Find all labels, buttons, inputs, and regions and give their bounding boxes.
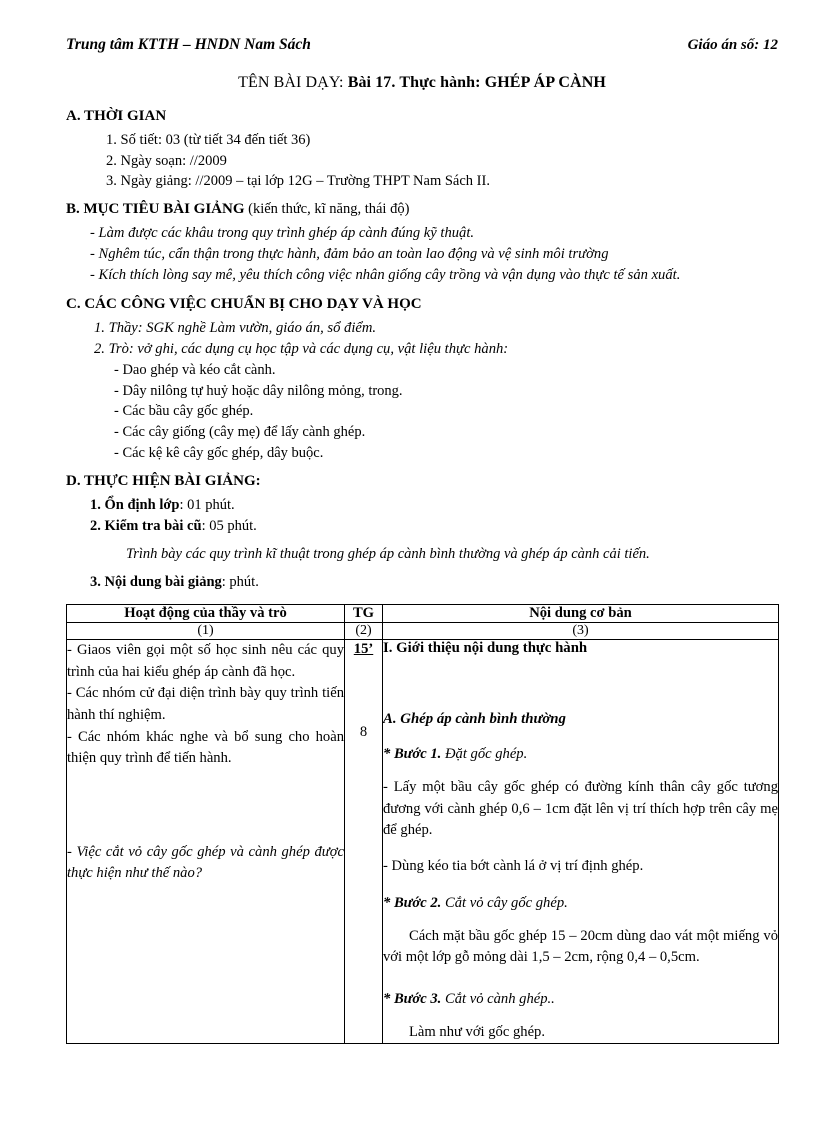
- cell-activity: [67, 640, 345, 1044]
- table-number-row: [67, 623, 779, 640]
- section-b-heading-text: B. MỤC TIÊU BÀI GIẢNG: [66, 200, 245, 217]
- list-item: 3. Ngày giảng: //2009 – tại lớp 12G – Trường THPT Nam Sách II.: [106, 173, 490, 190]
- content-step-1-rest: Đặt gốc ghép.: [441, 746, 528, 763]
- list-item: - Làm được các khâu trong quy trình ghép áp cành đúng kỹ thuật.: [90, 224, 475, 241]
- lesson-step-on-dinh-label: 1. Ổn định lớp: [90, 497, 180, 513]
- lesson-step-kiem-tra-value: : 05 phút.: [201, 518, 257, 535]
- content-step-3-label: * Bước 3.: [383, 990, 442, 1007]
- lesson-step-kiem-tra-label: 2. Kiểm tra bài cũ: [90, 518, 202, 535]
- column-header-content: Nội dung cơ bản: [383, 605, 779, 623]
- activity-paragraph: - Các nhóm cử đại diện trình bày quy trình tiến hành thí nghiệm.: [67, 685, 344, 723]
- list-item: - Các cây giống (cây mẹ) để lấy cành ghép.: [114, 424, 366, 441]
- activity-paragraph: - Giaos viên gọi một số học sinh nêu các quy trình của hai kiểu ghép áp cành đã học.: [67, 642, 344, 680]
- section-b-items: [66, 223, 778, 287]
- section-b-heading: [66, 201, 778, 218]
- list-item: - Kích thích lòng say mê, yêu thích công việc nhân giống cây trồng và vận dụng vào thực tế sản xuất.: [90, 267, 681, 284]
- list-item: - Dao ghép và kéo cắt cành.: [114, 361, 276, 378]
- time-value-second: 8: [359, 724, 368, 741]
- list-item: 2. Ngày soạn: //2009: [106, 152, 227, 169]
- content-subheading-a: A. Ghép áp cành bình thường: [383, 711, 566, 728]
- content-spacer: [383, 842, 778, 856]
- list-item: 1. Số tiết: 03 (từ tiết 34 đến tiết 36): [106, 132, 311, 148]
- cell-time: [345, 640, 383, 1044]
- content-spacer: [383, 1008, 778, 1022]
- page-title: [66, 74, 778, 92]
- lesson-check-note: Trình bày các quy trình kĩ thuật trong ghép áp cành bình thường và ghép áp cành cải tiến.: [126, 546, 650, 563]
- section-d-heading: D. THỰC HIỆN BÀI GIẢNG:: [66, 473, 261, 489]
- section-a-items: [66, 130, 778, 192]
- section-a-heading: A. THỜI GIAN: [66, 108, 167, 124]
- teacher-prep-item: 1. Thầy: SGK nghề Làm vườn, giáo án, sổ điểm.: [94, 319, 377, 336]
- content-step-1-para-2: - Dùng kéo tia bớt cành lá ở vị trí định ghép.: [383, 857, 644, 874]
- column-number-1: (1): [67, 623, 345, 640]
- column-header-activity: Hoạt động của thầy và trò: [67, 605, 345, 623]
- content-step-3: [383, 991, 778, 1008]
- content-step-1-para-1: - Lấy một bầu cây gốc ghép có đường kính thân cây gốc tương đương với cành ghép 0,6 – 1cm đặt lên vị trí thích hợp trên cây mẹ để ghép.: [383, 779, 778, 839]
- content-step-2-rest: Cắt vỏ cây gốc ghép.: [441, 894, 568, 911]
- list-item: - Các bầu cây gốc ghép.: [114, 403, 254, 420]
- list-item: - Các kệ kê cây gốc ghép, dây buộc.: [114, 445, 324, 462]
- lesson-step-on-dinh-value: : 01 phút.: [179, 497, 235, 513]
- table-row: [67, 640, 779, 1044]
- content-heading-1: I. Giới thiệu nội dung thực hành: [383, 640, 588, 657]
- column-number-2: (2): [345, 623, 383, 640]
- content-spacer: [383, 912, 778, 926]
- document-body: [66, 36, 778, 1044]
- section-c-items: [66, 318, 778, 464]
- content-step-1-label: * Bước 1.: [383, 746, 442, 763]
- content-spacer: [383, 877, 778, 895]
- lesson-step-on-dinh: [66, 495, 778, 516]
- section-d-items: [66, 495, 778, 593]
- content-step-3-rest: Cắt vỏ cành ghép..: [441, 990, 555, 1007]
- document-header: [66, 36, 778, 54]
- lesson-step-kiem-tra: [66, 516, 778, 537]
- section-muc-tieu: [66, 201, 778, 287]
- title-lead-label: TÊN BÀI DẠY:: [238, 74, 348, 91]
- header-institution: Trung tâm KTTH – HNDN Nam Sách: [66, 36, 311, 53]
- content-step-2: [383, 895, 778, 912]
- column-number-3: (3): [383, 623, 779, 640]
- list-item: - Dây nilông tự huỷ hoặc dây nilông mỏng, trong.: [114, 382, 403, 399]
- content-spacer: [383, 657, 778, 711]
- list-item: - Nghêm túc, cẩn thận trong thực hành, đảm bảo an toàn lao động và vệ sinh môi trường: [90, 246, 609, 263]
- lesson-step-noi-dung: [66, 572, 778, 593]
- table-header-row: [67, 605, 779, 623]
- content-step-2-label: * Bước 2.: [383, 894, 442, 911]
- content-step-2-para-1: Cách mặt bầu gốc ghép 15 – 20cm dùng dao vát một miếng vỏ với một lớp gỗ mỏng dài 1,5 – 2cm, rộng 0,4 – 0,5cm.: [383, 927, 778, 966]
- cell-content: [383, 640, 779, 1044]
- title-main-text: Bài 17. Thực hành: GHÉP ÁP CÀNH: [347, 74, 606, 91]
- lesson-step-noi-dung-value: : phút.: [221, 574, 259, 591]
- student-prep-item: 2. Trò: vở ghi, các dụng cụ học tập và các dụng cụ, vật liệu thực hành:: [94, 340, 509, 357]
- header-lesson-number: Giáo án số: 12: [687, 37, 778, 53]
- column-header-time: TG: [345, 605, 383, 623]
- activity-question: - Việc cắt vỏ cây gốc ghép và cành ghép được thực hiện như thế nào?: [67, 843, 344, 882]
- time-value-main: 15’: [353, 641, 374, 658]
- activity-spacer: [67, 770, 344, 842]
- section-thoi-gian: [66, 108, 778, 192]
- lesson-plan-table: [66, 604, 779, 1044]
- content-spacer: [383, 763, 778, 777]
- section-thuc-hien: [66, 473, 778, 593]
- section-b-heading-paren: (kiến thức, kĩ năng, thái độ): [244, 200, 410, 217]
- section-c-heading: C. CÁC CÔNG VIỆC CHUẨN BỊ CHO DẠY VÀ HỌC: [66, 295, 422, 312]
- content-step-3-para-1: Làm như với gốc ghép.: [409, 1023, 545, 1040]
- section-chuan-bi: [66, 296, 778, 464]
- lesson-step-noi-dung-label: 3. Nội dung bài giảng: [90, 574, 222, 591]
- content-spacer: [383, 969, 778, 991]
- content-spacer: [383, 728, 778, 746]
- content-step-1: [383, 746, 778, 763]
- activity-paragraph: - Các nhóm khác nghe và bổ sung cho hoàn thiện quy trình để tiến hành.: [67, 728, 344, 767]
